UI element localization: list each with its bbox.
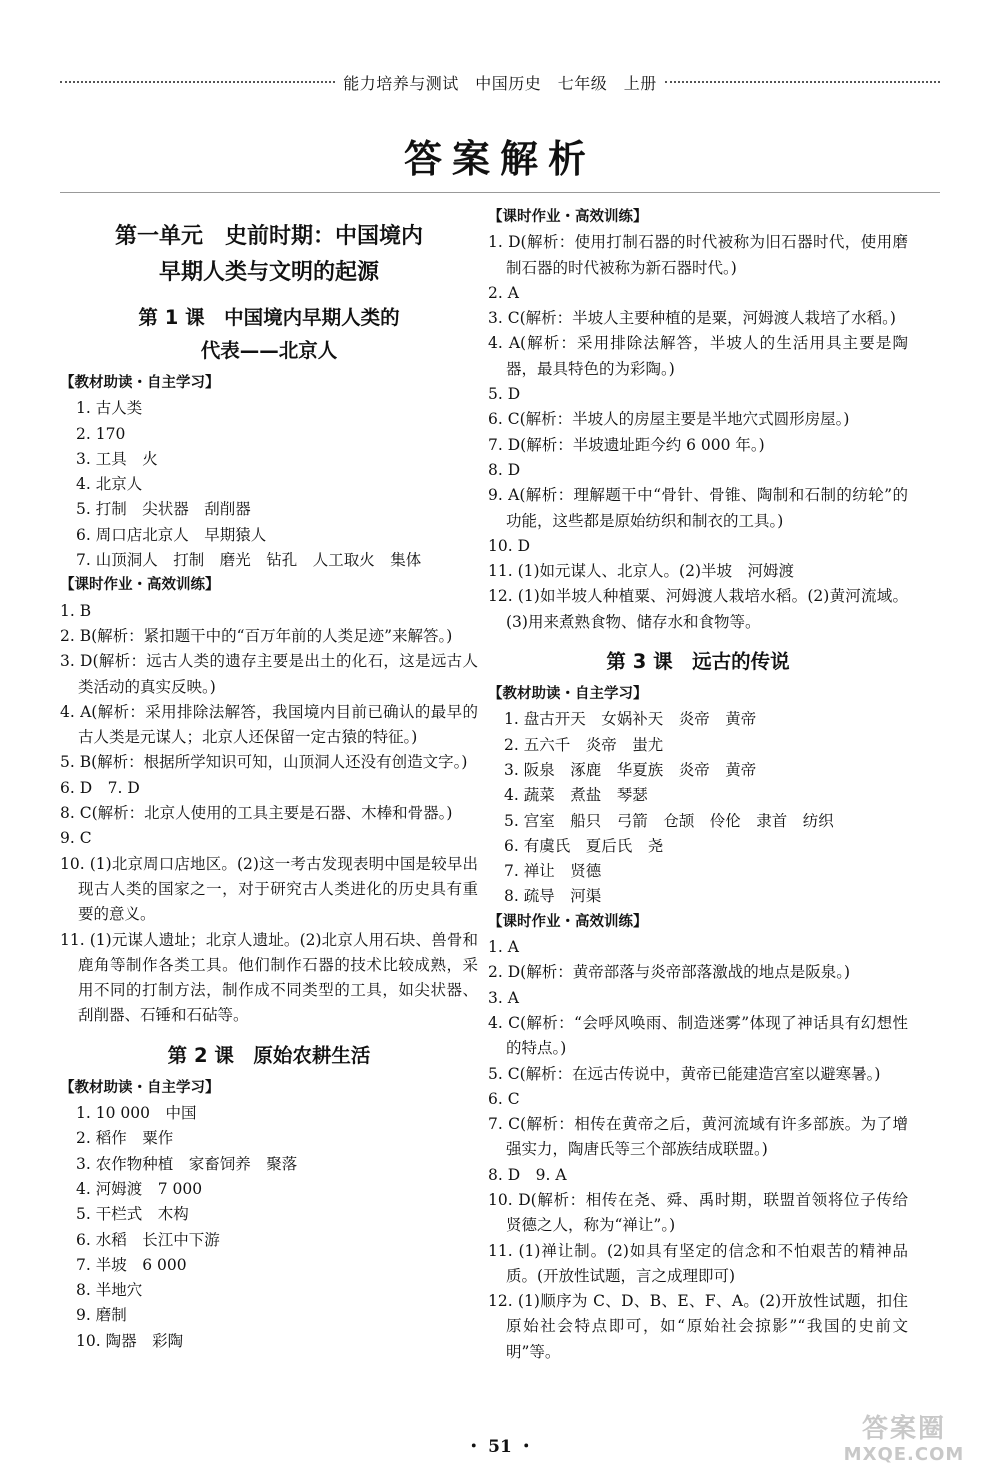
header-dotted-rule-right bbox=[665, 81, 940, 83]
answer-item: 4. A(解析：采用排除法解答，半坡人的生活用具主要是陶器，最具特色的为彩陶。) bbox=[488, 334, 908, 378]
section-label: 【课时作业・高效训练】 bbox=[488, 209, 648, 225]
heading-line: 第 3 课 远古的传说 bbox=[606, 650, 790, 674]
answer-item: 6. 有虞氏 夏后氏 尧 bbox=[504, 836, 664, 855]
answer-item: 8. 疏导 河渠 bbox=[504, 887, 602, 906]
answer-item: 6. 周口店北京人 早期猿人 bbox=[76, 525, 267, 544]
answer-item: 7. C(解析：相传在黄帝之后，黄河流域有许多部族。为了增强实力，陶唐氏等三个部族结成联盟。) bbox=[488, 1115, 908, 1159]
answer-item: 9. C bbox=[60, 829, 92, 848]
page-number: ・ 51 ・ bbox=[465, 1437, 535, 1457]
heading-line: 代表——北京人 bbox=[200, 339, 338, 362]
answer-item: 4. C(解析：“会呼风唤雨、制造迷雾”体现了神话具有幻想性的特点。) bbox=[488, 1013, 908, 1058]
heading-line: 第一单元 史前时期：中国境内 bbox=[114, 224, 423, 249]
answer-item: 7. 半坡 6 000 bbox=[76, 1255, 187, 1274]
answer-item: 5. 干栏式 木构 bbox=[76, 1205, 189, 1224]
answer-item: 6. D 7. D bbox=[60, 778, 140, 797]
answer-item: 8. D 9. A bbox=[488, 1165, 567, 1184]
answer-item: 8. C(解析：北京人使用的工具主要是石器、木棒和骨器。) bbox=[60, 804, 453, 823]
answer-item: 11. (1)如元谋人、北京人。(2)半坡 河姆渡 bbox=[488, 562, 794, 581]
watermark-text-top: 答案圈 bbox=[861, 1414, 946, 1444]
answer-item: 1. 古人类 bbox=[76, 399, 143, 418]
watermark-logo bbox=[824, 1416, 984, 1470]
answer-item: 2. 五六千 炎帝 蚩尤 bbox=[504, 735, 664, 754]
heading-line: 早期人类与文明的起源 bbox=[158, 260, 379, 285]
header-text: 能力培养与测试 中国历史 七年级 上册 bbox=[343, 73, 657, 93]
answer-item: 2. B(解析：紧扣题干中的“百万年前的人类足迹”来解答。) bbox=[60, 626, 453, 645]
section-label: 【教材助读・自主学习】 bbox=[60, 375, 220, 391]
answer-item: 10. 陶器 彩陶 bbox=[76, 1331, 184, 1350]
answer-item: 10. (1)北京周口店地区。(2)这一考古发现表明中国是较早出现古人类的国家之一，对于研究古人类进化的历史具有重要的意义。 bbox=[60, 854, 478, 924]
answer-item: 8. 半地穴 bbox=[76, 1281, 143, 1300]
answer-item: 5. C(解析：在远古传说中，黄帝已能建造宫室以避寒暑。) bbox=[488, 1064, 881, 1083]
answer-item: 3. 阪泉 涿鹿 华夏族 炎帝 黄帝 bbox=[504, 760, 757, 779]
answer-item: 5. D bbox=[488, 385, 521, 404]
watermark-text-bottom: MXQE.COM bbox=[843, 1444, 965, 1465]
answer-item: 10. D(解析：相传在尧、舜、禹时期，联盟首领将位子传给贤德之人，称为“禅让”。) bbox=[488, 1190, 908, 1235]
left-column bbox=[60, 205, 478, 1354]
answer-item: 1. A bbox=[488, 938, 519, 957]
heading-line: 第 1 课 中国境内早期人类的 bbox=[138, 306, 400, 329]
lesson-heading bbox=[60, 1039, 478, 1072]
section-label: 【教材助读・自主学习】 bbox=[60, 1079, 220, 1096]
answer-item: 9. A(解析：理解题干中“骨针、骨锥、陶制和石制的纺轮”的功能，这些都是原始纺织和制衣的工具。) bbox=[488, 486, 908, 530]
answer-item: 1. D(解析：使用打制石器的时代被称为旧石器时代，使用磨制石器的时代被称为新石器时代。) bbox=[488, 233, 908, 277]
answer-item: 3. 农作物种植 家畜饲养 聚落 bbox=[76, 1154, 298, 1173]
answer-item: 3. D(解析：远古人类的遗存主要是出土的化石，这是远古人类活动的真实反映。) bbox=[60, 652, 478, 696]
answer-item: 11. (1)禅让制。(2)如具有坚定的信念和不怕艰苦的精神品质。(开放性试题，言之成理即可) bbox=[488, 1241, 908, 1285]
answer-item: 5. 宫室 船只 弓箭 仓颉 伶伦 隶首 纺织 bbox=[504, 811, 834, 830]
answer-item: 5. B(解析：根据所学知识可知，山顶洞人还没有创造文字。) bbox=[60, 753, 468, 772]
answer-item: 9. 磨制 bbox=[76, 1306, 127, 1325]
lesson-heading bbox=[488, 645, 908, 678]
title-rule bbox=[60, 192, 940, 193]
answer-item: 2. 170 bbox=[76, 424, 126, 443]
answer-item: 1. B bbox=[60, 601, 92, 620]
answer-item: 3. C(解析：半坡人主要种植的是粟，河姆渡人栽培了水稻。) bbox=[488, 309, 896, 328]
answer-item: 2. D(解析：黄帝部落与炎帝部落激战的地点是阪泉。) bbox=[488, 963, 850, 982]
section-label: 【课时作业・高效训练】 bbox=[488, 913, 648, 930]
answer-item: 4. 河姆渡 7 000 bbox=[76, 1179, 203, 1198]
answer-item: 4. 蔬菜 煮盐 琴瑟 bbox=[504, 786, 648, 805]
answer-item: 6. C(解析：半坡人的房屋主要是半地穴式圆形房屋。) bbox=[488, 410, 850, 429]
answer-item: 1. 10 000 中国 bbox=[76, 1104, 197, 1123]
answer-item: 3. A bbox=[488, 988, 519, 1007]
answer-item: 12. (1)顺序为 C、D、B、E、F、A。(2)开放性试题，扣住原始社会特点即可，如“原始社会掠影”“我国的史前文明”等。 bbox=[488, 1292, 908, 1361]
answer-item: 7. 山顶洞人 打制 磨光 钻孔 人工取火 集体 bbox=[76, 551, 422, 570]
answer-item: 10. D bbox=[488, 536, 531, 555]
lesson-heading bbox=[60, 301, 478, 367]
section-label: 【教材助读・自主学习】 bbox=[488, 686, 648, 703]
answer-item: 11. (1)元谋人遗址；北京人遗址。(2)北京人用石块、兽骨和鹿角等制作各类工具。他们制作石器的技术比较成熟，采用不同的打制方法，制作成不同类型的工具，如尖状器、刮削器、石锤和石砧等。 bbox=[60, 930, 478, 1025]
answer-item: 12. (1)如半坡人种植粟、河姆渡人栽培水稻。(2)黄河流域。(3)用来煮熟食物、储存水和食物等。 bbox=[488, 587, 908, 631]
answer-item: 5. 打制 尖状器 刮削器 bbox=[76, 500, 251, 519]
answer-item: 7. 禅让 贤德 bbox=[504, 862, 602, 881]
heading-line: 第 2 课 原始农耕生活 bbox=[167, 1043, 371, 1067]
running-header bbox=[60, 70, 940, 94]
page-title: 答案解析 bbox=[403, 137, 596, 181]
answer-item: 3. 工具 火 bbox=[76, 449, 158, 468]
section-label: 【课时作业・高效训练】 bbox=[60, 577, 220, 594]
answer-item: 2. A bbox=[488, 283, 519, 302]
answer-item: 1. 盘古开天 女娲补天 炎帝 黄帝 bbox=[504, 710, 757, 729]
answer-item: 4. 北京人 bbox=[76, 475, 143, 494]
answer-item: 4. A(解析：采用排除法解答，我国境内目前已确认的最早的古人类是元谋人；北京人还保留一定古猿的特征。) bbox=[60, 702, 478, 747]
header-dotted-rule-left bbox=[60, 81, 335, 83]
right-column bbox=[488, 205, 908, 1365]
answer-item: 8. D bbox=[488, 460, 521, 479]
unit-heading bbox=[60, 219, 478, 291]
answer-item: 2. 稻作 粟作 bbox=[76, 1129, 174, 1148]
answer-item: 6. 水稻 长江中下游 bbox=[76, 1230, 220, 1249]
answer-item: 7. D(解析：半坡遗址距今约 6 000 年。) bbox=[488, 435, 765, 454]
answer-item: 6. C bbox=[488, 1089, 520, 1108]
